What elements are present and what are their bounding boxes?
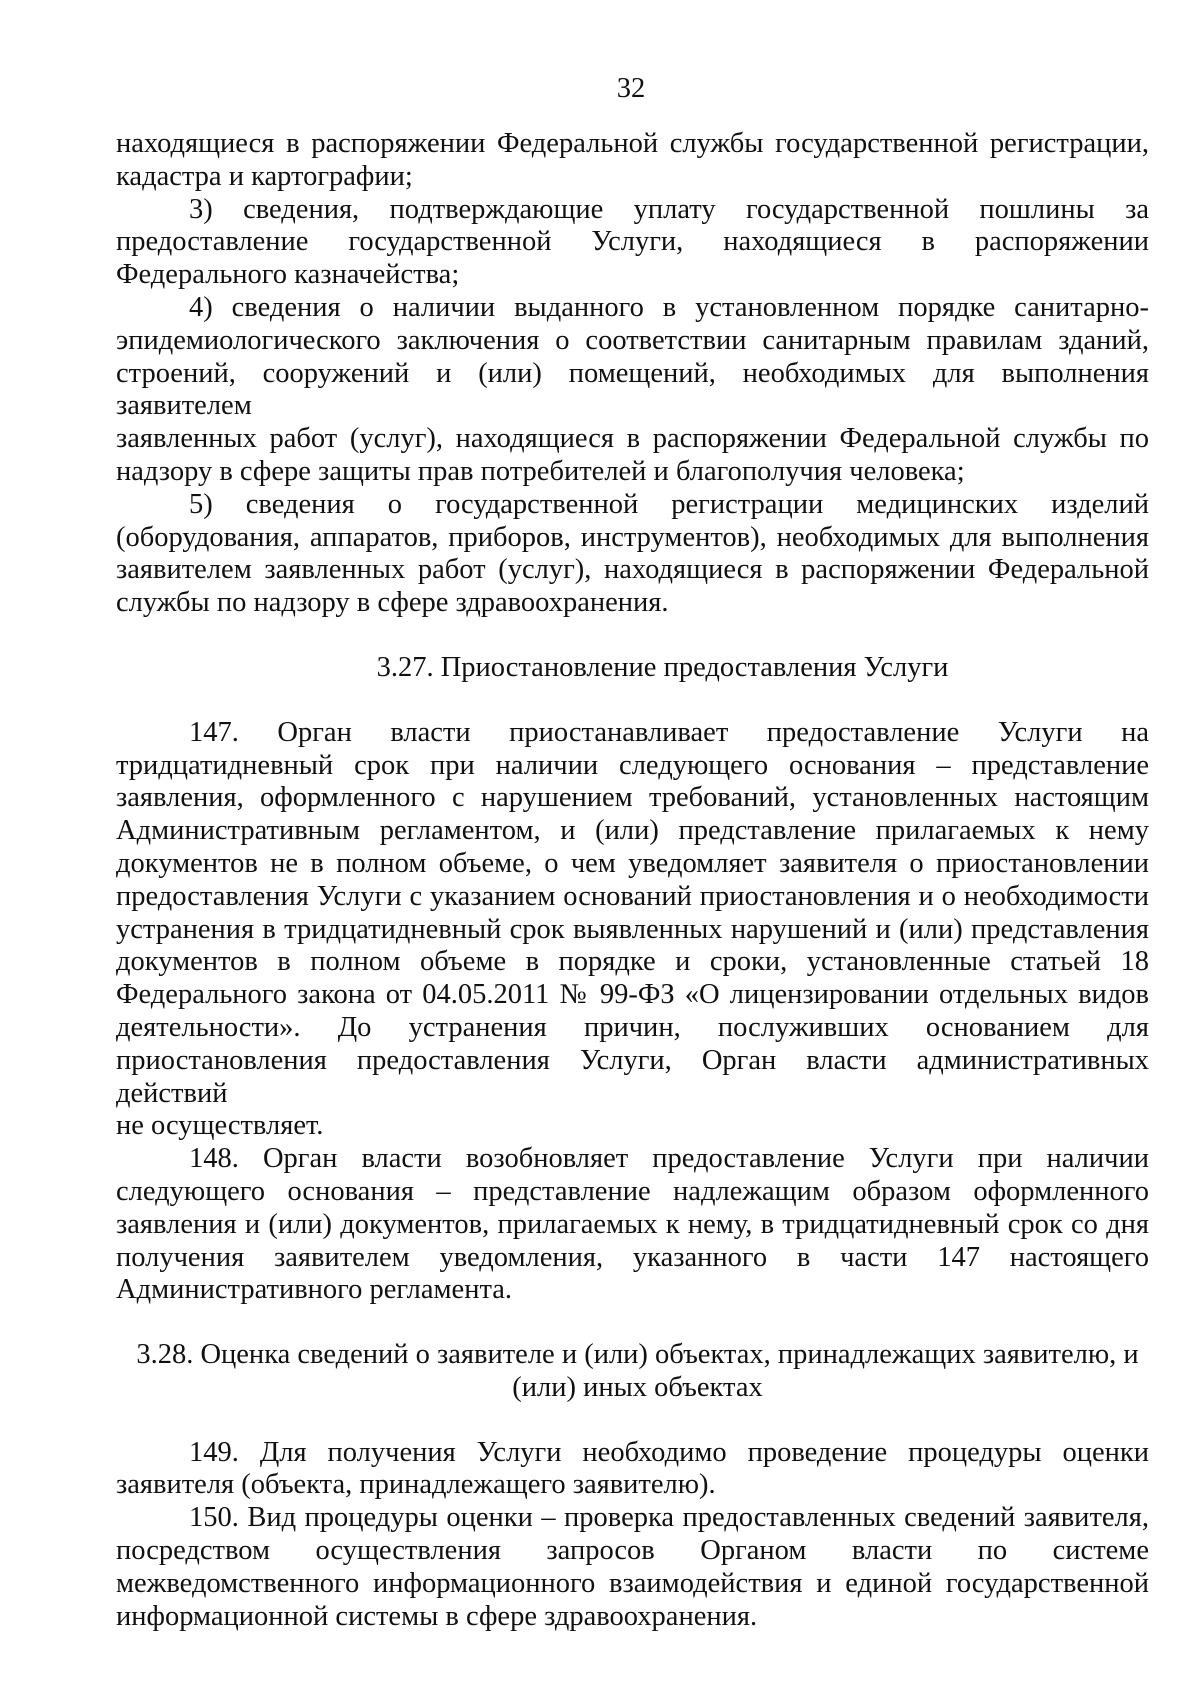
- text-line: заявления, оформленного с нарушением требований, установленных настоящим: [116, 782, 1149, 814]
- text-line: Федерального казначейства;: [116, 259, 460, 291]
- text-line: строений, сооружений и (или) помещений, необходимых для выполнения заявителем: [116, 357, 1149, 422]
- text-line: предоставления Услуги с указанием оснований приостановления и о необходимости: [116, 880, 1149, 912]
- section-heading-3-28: [116, 1339, 1149, 1405]
- text-line: 149. Для получения Услуги необходимо проведение процедуры оценки: [189, 1436, 1149, 1468]
- paragraph-150: [116, 1502, 1149, 1633]
- page-number: 32: [616, 73, 646, 104]
- paragraph-continuation: [116, 128, 1149, 194]
- text-line: 147. Орган власти приостанавливает предоставление Услуги на: [189, 716, 1149, 748]
- text-line: предоставление государственной Услуги, находящиеся в распоряжении: [116, 226, 1149, 258]
- paragraph-item-4: [116, 292, 1149, 489]
- paragraph-149: [116, 1437, 1149, 1503]
- text-line: заявителя (объекта, принадлежащего заявителю).: [116, 1469, 716, 1501]
- text-line: Федерального закона от 04.05.2011 № 99-ФЗ «О лицензировании отдельных видов: [116, 979, 1149, 1011]
- text-line: службы по надзору в сфере здравоохранения.: [116, 587, 669, 619]
- text-line: 5) сведения о государственной регистрации медицинских изделий: [189, 488, 1149, 520]
- text-line: 150. Вид процедуры оценки – проверка предоставленных сведений заявителя,: [189, 1502, 1149, 1534]
- text-line: 4) сведения о наличии выданного в установленном порядке санитарно-: [189, 291, 1149, 323]
- text-line: заявления и (или) документов, прилагаемых к нему, в тридцатидневный срок со дня: [116, 1208, 1149, 1240]
- paragraph-item-3: [116, 194, 1149, 292]
- text-line: документов не в полном объеме, о чем уведомляет заявителя о приостановлении: [116, 847, 1149, 879]
- text-line: кадастра и картографии;: [116, 160, 413, 192]
- text-line: заявленных работ (услуг), находящиеся в распоряжении Федеральной службы по: [116, 423, 1149, 455]
- text-line: деятельности». До устранения причин, послуживших основанием для: [116, 1011, 1149, 1043]
- text-line: эпидемиологического заключения о соответствии санитарным правилам зданий,: [116, 324, 1149, 356]
- text-line: надзору в сфере защиты прав потребителей и благополучия человека;: [116, 455, 965, 487]
- text-line: тридцатидневный срок при наличии следующего основания – представление: [116, 749, 1149, 781]
- text-line: (оборудования, аппаратов, приборов, инструментов), необходимых для выполнения: [116, 521, 1149, 553]
- section-heading-3-27: 3.27. Приостановление предоставления Услуги: [376, 651, 949, 683]
- text-line: находящиеся в распоряжении Федеральной службы государственной регистрации,: [116, 128, 1149, 159]
- text-line: информационной системы в сфере здравоохранения.: [116, 1600, 758, 1632]
- text-line: заявителем заявленных работ (услуг), находящиеся в распоряжении Федеральной: [116, 554, 1149, 586]
- text-line: приостановления предоставления Услуги, Орган власти административных действий: [116, 1044, 1149, 1109]
- text-line: межведомственного информационного взаимодействия и единой государственной: [116, 1567, 1149, 1599]
- paragraph-147: [116, 717, 1149, 1143]
- text-line: не осуществляет.: [116, 1110, 324, 1142]
- paragraph-item-5: [116, 489, 1149, 620]
- text-line: устранения в тридцатидневный срок выявленных нарушений и (или) представления: [116, 913, 1149, 945]
- text-line: документов в полном объеме в порядке и сроки, установленные статьей 18: [116, 946, 1149, 978]
- text-line: посредством осуществления запросов Органом власти по системе: [116, 1535, 1149, 1567]
- text-line: Административного регламента.: [116, 1274, 513, 1306]
- text-line: следующего основания – представление надлежащим образом оформленного: [116, 1175, 1149, 1207]
- paragraph-148: [116, 1143, 1149, 1307]
- heading-line: 3.28. Оценка сведений о заявителе и (или) объектах, принадлежащих заявителю, и: [136, 1339, 1139, 1371]
- document-body: [116, 128, 1149, 1633]
- text-line: 3) сведения, подтверждающие уплату государственной пошлины за: [189, 193, 1149, 225]
- heading-line: (или) иных объектах: [512, 1371, 763, 1403]
- text-line: Административным регламентом, и (или) представление прилагаемых к нему: [116, 815, 1149, 847]
- text-line: получения заявителем уведомления, указанного в части 147 настоящего: [116, 1241, 1149, 1273]
- text-line: 148. Орган власти возобновляет предоставление Услуги при наличии: [189, 1143, 1149, 1175]
